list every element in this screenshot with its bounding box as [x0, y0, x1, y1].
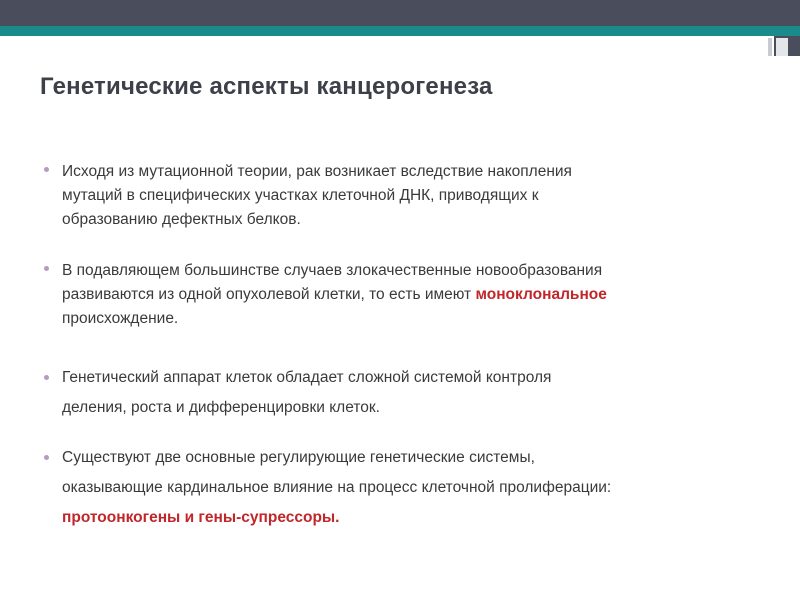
bullet-text-line — [62, 283, 784, 307]
bullet-list — [44, 160, 784, 533]
bullet-text-line: мутаций в специфических участках клеточной ДНК, приводящих к — [62, 187, 539, 204]
highlight-monoclonal: моноклональное — [475, 286, 607, 303]
bullet-text-segment: развиваются из одной опухолевой клетки, то есть имеют — [62, 286, 472, 303]
bullet-text-line: Существуют две основные регулирующие генетические системы, — [62, 449, 535, 466]
corner-accent-decoration — [768, 38, 772, 56]
bullet-text-line: происхождение. — [62, 310, 179, 327]
bullet-text-line: деления, роста и дифференцировки клеток. — [62, 399, 380, 416]
slide-title: Генетические аспекты канцерогенеза — [40, 73, 493, 100]
highlight-oncogenes-suppressors: протоонкогены и гены-супрессоры. — [62, 509, 340, 526]
bullet-text-line: Исходя из мутационной теории, рак возникает вследствие накопления — [62, 163, 572, 180]
bullet-item-control-system — [44, 363, 784, 423]
bullet-dot-icon — [44, 455, 49, 460]
header-accent-stripe — [0, 26, 800, 36]
bullet-text-line: образованию дефектных белков. — [62, 211, 301, 228]
bullet-dot-icon — [44, 266, 49, 271]
bullet-text-line: Генетический аппарат клеток обладает сложной системой контроля — [62, 369, 552, 386]
bullet-text-line: оказывающие кардинальное влияние на процесс клеточной пролиферации: — [62, 479, 612, 496]
bullet-dot-icon — [44, 375, 49, 380]
bullet-text-line: В подавляющем большинстве случаев злокачественные новообразования — [62, 262, 603, 279]
bullet-item-mutation-theory — [44, 160, 784, 232]
bullet-item-monoclonal-origin — [44, 259, 784, 331]
bullet-dot-icon — [44, 167, 49, 172]
bullet-item-regulatory-systems — [44, 443, 784, 533]
header-bar — [0, 0, 800, 26]
